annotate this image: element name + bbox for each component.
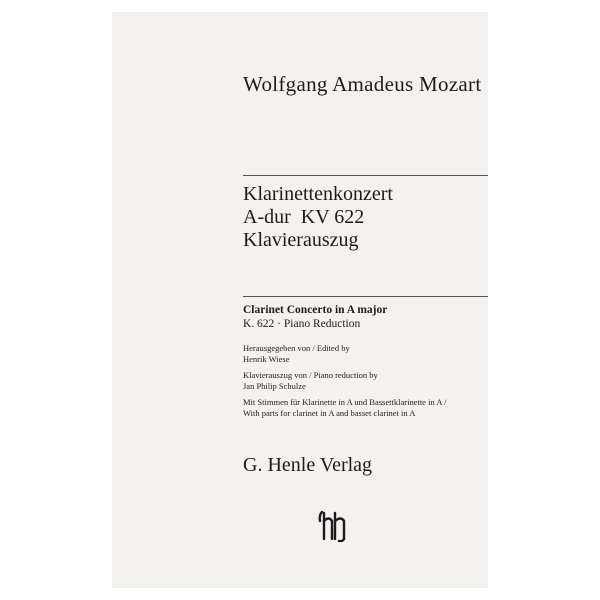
editor-label: Herausgegeben von / Edited by: [243, 343, 350, 353]
divider-top: [243, 175, 488, 176]
english-title-block: [243, 303, 387, 331]
german-title-block: [243, 183, 393, 252]
divider-middle: [243, 296, 488, 297]
work-title: Klarinettenkonzert: [243, 183, 393, 205]
publisher-name: G. Henle Verlag: [243, 454, 373, 476]
henle-logo-icon: [318, 510, 348, 542]
parts-note: [243, 397, 447, 419]
editor-name: Henrik Wiese: [243, 354, 290, 364]
reduction-name: Jan Philip Schulze: [243, 381, 306, 391]
book-cover: [112, 12, 488, 588]
composer-name: Wolfgang Amadeus Mozart: [243, 72, 482, 96]
parts-german: Mit Stimmen für Klarinette in A und Bassettklarinette in A /: [243, 397, 447, 407]
english-catalog: K. 622 · Piano Reduction: [243, 318, 361, 330]
english-work-title: Clarinet Concerto in A major: [243, 304, 388, 316]
editor-credit: [243, 343, 447, 365]
key-catalog: A-dur KV 622: [243, 206, 365, 228]
parts-english: With parts for clarinet in A and basset clarinet in A: [243, 408, 416, 418]
reduction-credit: [243, 370, 447, 392]
reduction-label: Klavierauszug von / Piano reduction by: [243, 370, 378, 380]
credits-block: [243, 343, 447, 424]
edition-type: Klavierauszug: [243, 229, 359, 251]
